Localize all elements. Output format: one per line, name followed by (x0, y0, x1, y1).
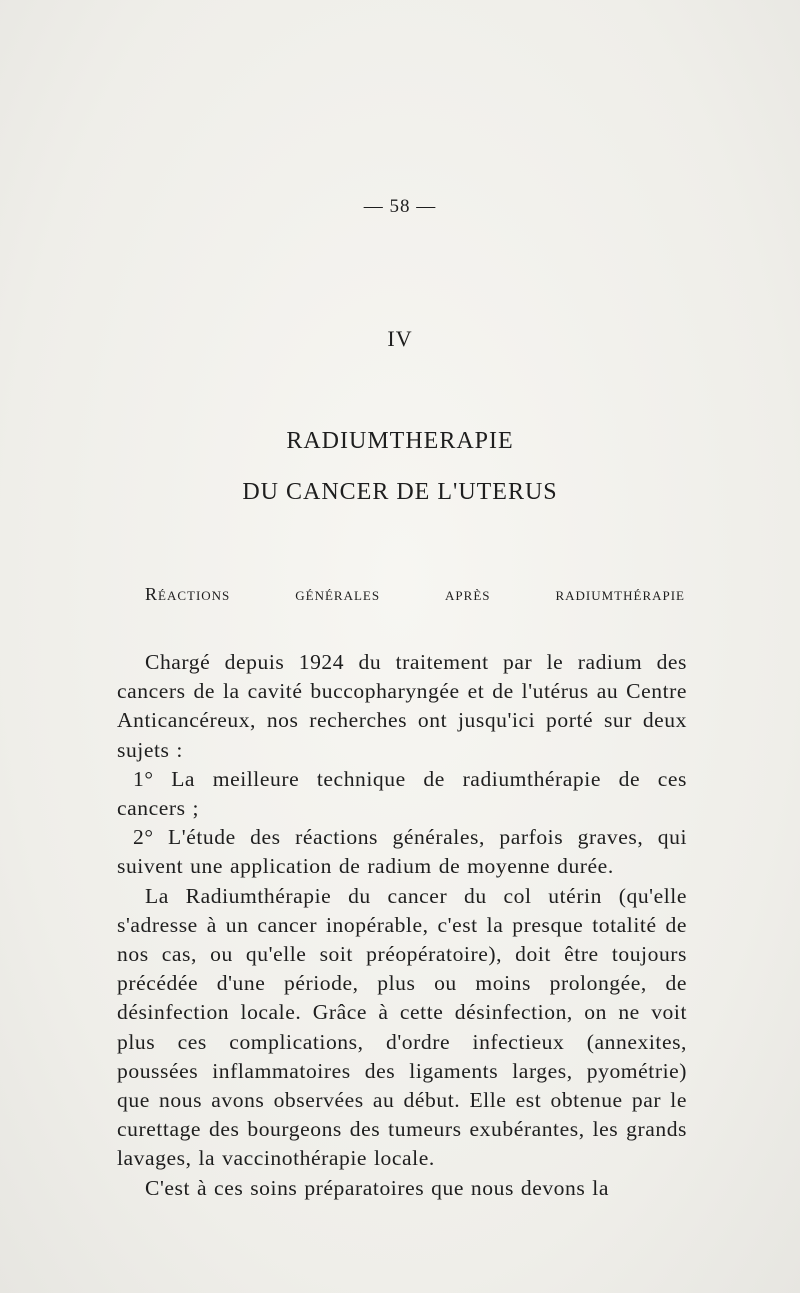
paragraph-radiumtherapy: La Radiumthérapie du cancer du col utérin (qu'elle s'adresse à un cancer inopérable, c'est la presque totalité de nos cas, ou qu'elle soit préopératoire), doit être toujours précédée d'une période, plus ou moins prolongée, de désinfection locale. Grâce à cette désinfection, on ne voit plus ces complications, d'ordre infectieux (annexites, poussées inflammatoires des ligaments larges, pyométrie) que nous avons observées au début. Elle est obtenue par le curettage des bourgeons des tumeurs exubérantes, les grands lavages, la vaccinothérapie locale. (117, 883, 687, 1171)
paragraph-intro: Chargé depuis 1924 du traitement par le radium des cancers de la cavité buccopharyngée et de l'utérus au Centre Anticancéreux, nos recherches ont jusqu'ici porté sur deux sujets : (117, 650, 687, 762)
section-heading: Réactions générales après radiumthérapie (145, 584, 685, 604)
body-text (117, 648, 687, 1203)
paragraph-preparatory-care: C'est à ces soins préparatoires que nous devons la (145, 1175, 609, 1200)
chapter-title-line-2: DU CANCER DE L'UTERUS (242, 479, 558, 505)
page-number: — 58 — (363, 196, 437, 217)
chapter-title-line-1: RADIUMTHERAPIE (286, 428, 514, 454)
paragraph-item-2: 2° L'étude des réactions générales, parfois graves, qui suivent une application de radium de moyenne durée. (117, 825, 687, 879)
chapter-number: IV (387, 326, 413, 351)
paragraph-item-1: 1° La meilleure technique de radiumthérapie de ces cancers ; (117, 766, 687, 821)
